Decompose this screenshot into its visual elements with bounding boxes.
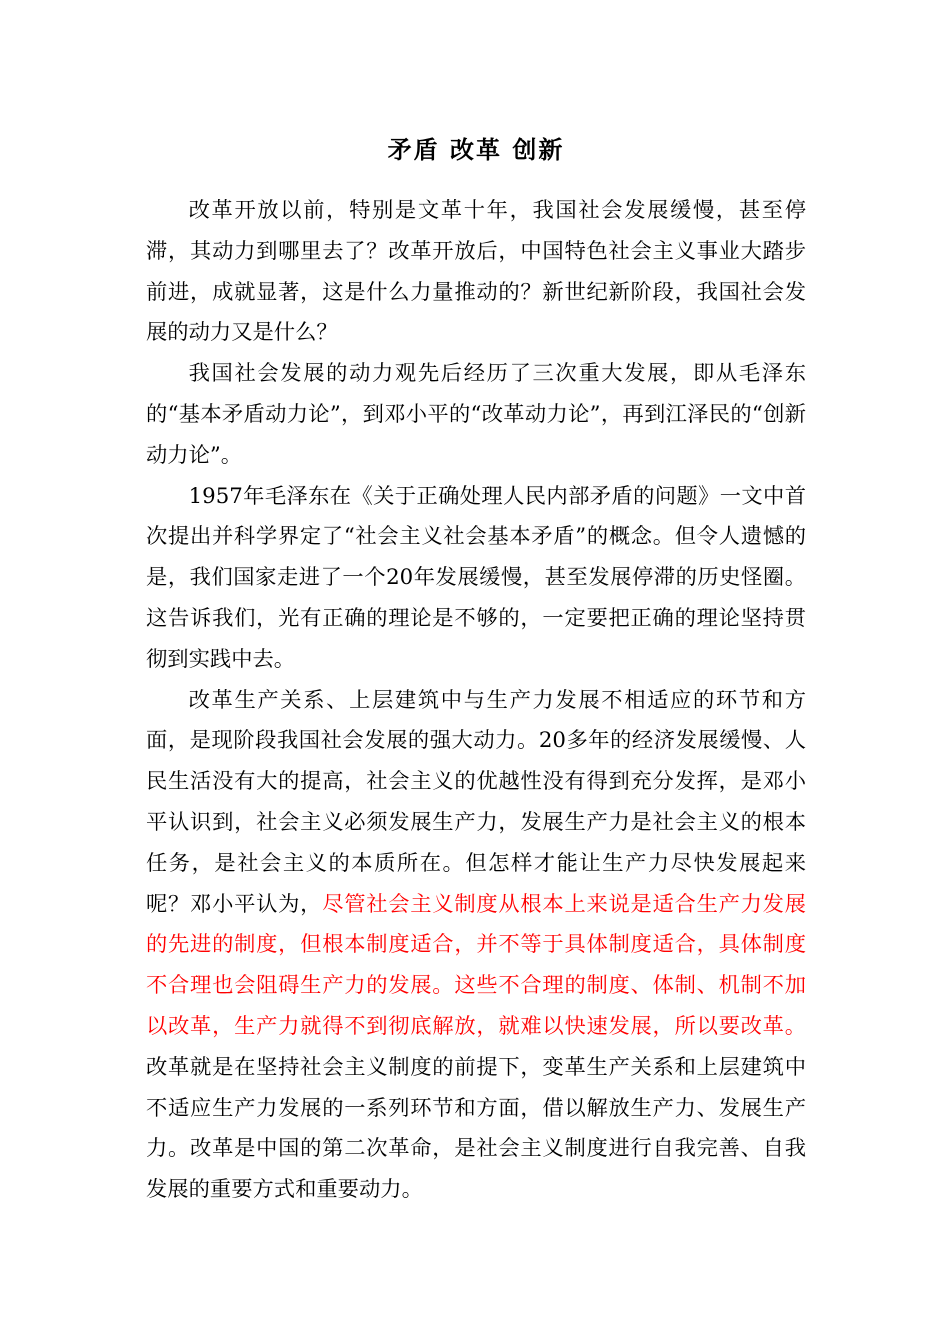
paragraph-1: 改革开放以前，特别是文革十年，我国社会发展缓慢，甚至停滞，其动力到哪里去了？改革开放后，中国特色社会主义事业大踏步前进，成就显著，这是什么力量推动的？新世纪新阶段，我国社会发展的动力又是什么？ (146, 198, 806, 346)
document-title: 矛盾 改革 创新 (387, 135, 565, 164)
paragraph-4 (146, 681, 806, 1211)
paragraph-4-text-after: 改革就是在坚持社会主义制度的前提下，变革生产关系和上层建筑中不适应生产力发展的一系列环节和方面，借以解放生产力、发展生产力。改革是中国的第二次革命，是社会主义制度进行自我完善、自我发展的重要方式和重要动力。 (146, 1054, 806, 1203)
document-page (146, 128, 806, 1211)
paragraph-4-text-before: 改革生产关系、上层建筑中与生产力发展不相适应的环节和方面，是现阶段我国社会发展的强大动力。20多年的经济发展缓慢、人民生活没有大的提高，社会主义的优越性没有得到充分发挥，是邓小平认识到，社会主义必须发展生产力，发展生产力是社会主义的根本任务，是社会主义的本质所在。但怎样才能让生产力尽快发展起来呢？邓小平认为， (146, 687, 806, 917)
paragraph-4-highlighted-text: 尽管社会主义制度从根本上来说是适合生产力发展的先进的制度，但根本制度适合，并不等于具体制度适合，具体制度不合理也会阻碍生产力的发展。这些不合理的制度、体制、机制不加以改革，生产力就得不到彻底解放，就难以快速发展，所以要改革。 (146, 891, 806, 1039)
paragraph-3: 1957年毛泽东在《关于正确处理人民内部矛盾的问题》一文中首次提出并科学界定了“社会主义社会基本矛盾”的概念。但令人遗憾的是，我们国家走进了一个20年发展缓慢，甚至发展停滞的历史怪圈。这告诉我们，光有正确的理论是不够的，一定要把正确的理论坚持贯彻到实践中去。 (146, 483, 806, 672)
paragraph-2: 我国社会发展的动力观先后经历了三次重大发展，即从毛泽东的“基本矛盾动力论”，到邓小平的“改革动力论”，再到江泽民的“创新动力论”。 (146, 361, 806, 468)
